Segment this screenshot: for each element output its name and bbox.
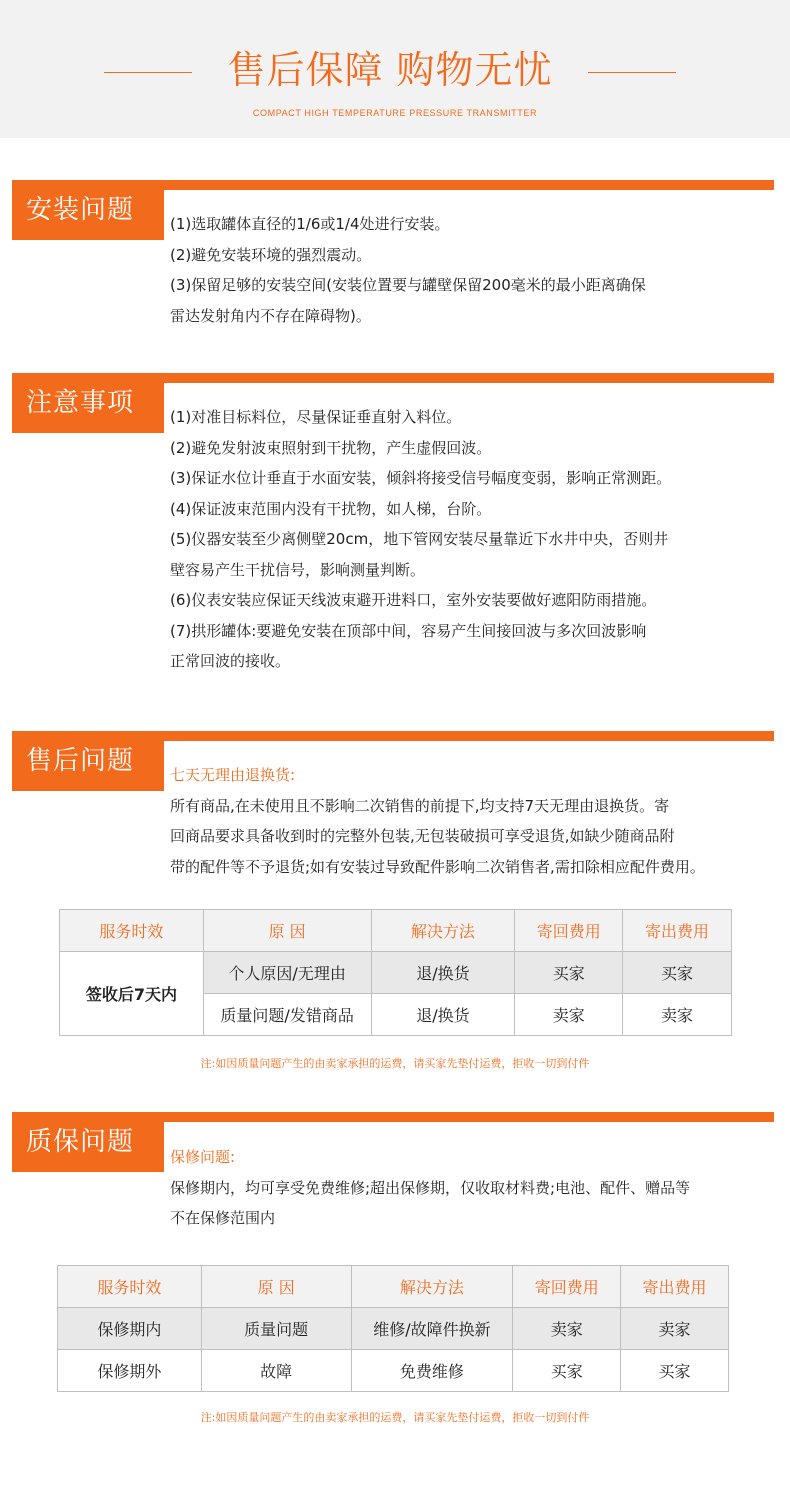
- table-header: 寄回费用: [513, 1266, 621, 1308]
- table-cell-period: 签收后7天内: [60, 952, 204, 1036]
- table-cell: 卖家: [513, 1308, 621, 1350]
- notes-line-1: (1)对准目标料位，尽量保证垂直射入料位。: [170, 408, 462, 426]
- table-row: [60, 952, 732, 994]
- install-line-2: (2)避免安装环境的强烈震动。: [170, 245, 372, 264]
- table-header: 寄出费用: [621, 1266, 729, 1308]
- warranty-note: 注:如因质量问题产生的由卖家承担的运费，请买家先垫付运费，拒收一切到付件: [200, 1411, 590, 1424]
- aftersale-line-3: 带的配件等不予退货;如有安装过导致配件影响二次销售者,需扣除相应配件费用。: [170, 857, 705, 876]
- notes-lines: [170, 402, 671, 677]
- notes-line-6: 壁容易产生干扰信号，影响测量判断。: [170, 560, 426, 579]
- table-header: 服务时效: [60, 910, 204, 952]
- table-cell: 买家: [515, 952, 623, 994]
- table-cell: 保修期外: [58, 1350, 202, 1392]
- install-line-4: 雷达发射角内不存在障碍物)。: [170, 306, 371, 325]
- table-cell: 免费维修: [351, 1350, 513, 1392]
- warranty-line-2: 不在保修范围内: [170, 1209, 276, 1227]
- notes-line-8: (7)拱形罐体:要避免安装在顶部中间，容易产生间接回波与多次回波影响: [170, 621, 647, 640]
- table-cell: 保修期内: [58, 1308, 202, 1350]
- page-subtitle: COMPACT HIGH TEMPERATURE PRESSURE TRANSMITTER: [252, 108, 538, 118]
- table-header: 寄出费用: [623, 910, 732, 952]
- install-lines: [170, 209, 646, 331]
- title-right-rule: [588, 72, 676, 73]
- warranty-table: [57, 1265, 729, 1392]
- notes-line-7: (6)仪表安装应保证天线波束避开进料口，室外安装要做好遮阳防雨措施。: [170, 591, 657, 609]
- notes-line-3: (3)保证水位计垂直于水面安装，倾斜将接受信号幅度变弱，影响正常测距。: [170, 469, 672, 487]
- section-tag: 注意事项: [12, 373, 164, 433]
- table-cell: 个人原因/无理由: [203, 952, 371, 994]
- table-cell: 买家: [623, 952, 732, 994]
- install-line-3: (3)保留足够的安装空间(安装位置要与罐壁保留200毫米的最小距离确保: [170, 276, 646, 294]
- table-cell: 卖家: [623, 994, 732, 1036]
- table-cell: 质量问题: [201, 1308, 351, 1350]
- aftersale-table: [59, 909, 732, 1036]
- table-header: 寄回费用: [515, 910, 623, 952]
- table-header: 服务时效: [58, 1266, 202, 1308]
- table-cell: 质量问题/发错商品: [203, 994, 371, 1036]
- notes-line-5: (5)仪器安装至少离侧壁20cm，地下管网安装尽量靠近下水井中央，否则井: [170, 530, 669, 548]
- table-cell: 卖家: [515, 994, 623, 1036]
- section-tag: 售后问题: [12, 731, 164, 791]
- table-header: 原 因: [201, 1266, 351, 1308]
- table-cell: 故障: [201, 1350, 351, 1392]
- page-title: 售后保障 购物无忧: [227, 48, 553, 92]
- table-header: 解决方法: [371, 910, 515, 952]
- install-line-1: (1)选取罐体直径的1/6或1/4处进行安装。: [170, 215, 450, 233]
- table-row: [58, 1350, 729, 1392]
- section-tag: 质保问题: [12, 1112, 164, 1172]
- table-cell: 卖家: [621, 1308, 729, 1350]
- aftersale-heading: 七天无理由退换货:: [170, 766, 296, 784]
- page-header: [0, 0, 790, 138]
- aftersale-lines: [170, 760, 705, 882]
- notes-line-9: 正常回波的接收。: [170, 652, 291, 670]
- aftersale-line-1: 所有商品,在未使用且不影响二次销售的前提下,均支持7天无理由退换货。寄: [170, 796, 670, 815]
- warranty-heading: 保修问题:: [170, 1148, 236, 1166]
- table-cell: 买家: [621, 1350, 729, 1392]
- table-cell: 退/换货: [371, 952, 515, 994]
- warranty-line-1: 保修期内，均可享受免费维修;超出保修期，仅收取材料费;电池、配件、赠品等: [170, 1178, 691, 1197]
- table-header-row: [58, 1266, 729, 1308]
- notes-line-2: (2)避免发射波束照射到干扰物，产生虚假回波。: [170, 438, 492, 457]
- aftersale-note: 注:如因质量问题产生的由卖家承担的运费，请买家先垫付运费，拒收一切到付件: [200, 1057, 590, 1070]
- notes-line-4: (4)保证波束范围内没有干扰物，如人梯，台阶。: [170, 499, 492, 518]
- table-header: 解决方法: [351, 1266, 513, 1308]
- table-cell: 买家: [513, 1350, 621, 1392]
- table-cell: 退/换货: [371, 994, 515, 1036]
- table-header-row: [60, 910, 732, 952]
- warranty-lines: [170, 1142, 690, 1234]
- table-cell: 维修/故障件换新: [351, 1308, 513, 1350]
- section-tag: 安装问题: [12, 180, 164, 240]
- aftersale-line-2: 回商品要求具备收到时的完整外包装,无包装破损可享受退货,如缺少随商品附: [170, 827, 675, 845]
- table-row: [58, 1308, 729, 1350]
- title-left-rule: [104, 72, 192, 73]
- table-header: 原 因: [203, 910, 371, 952]
